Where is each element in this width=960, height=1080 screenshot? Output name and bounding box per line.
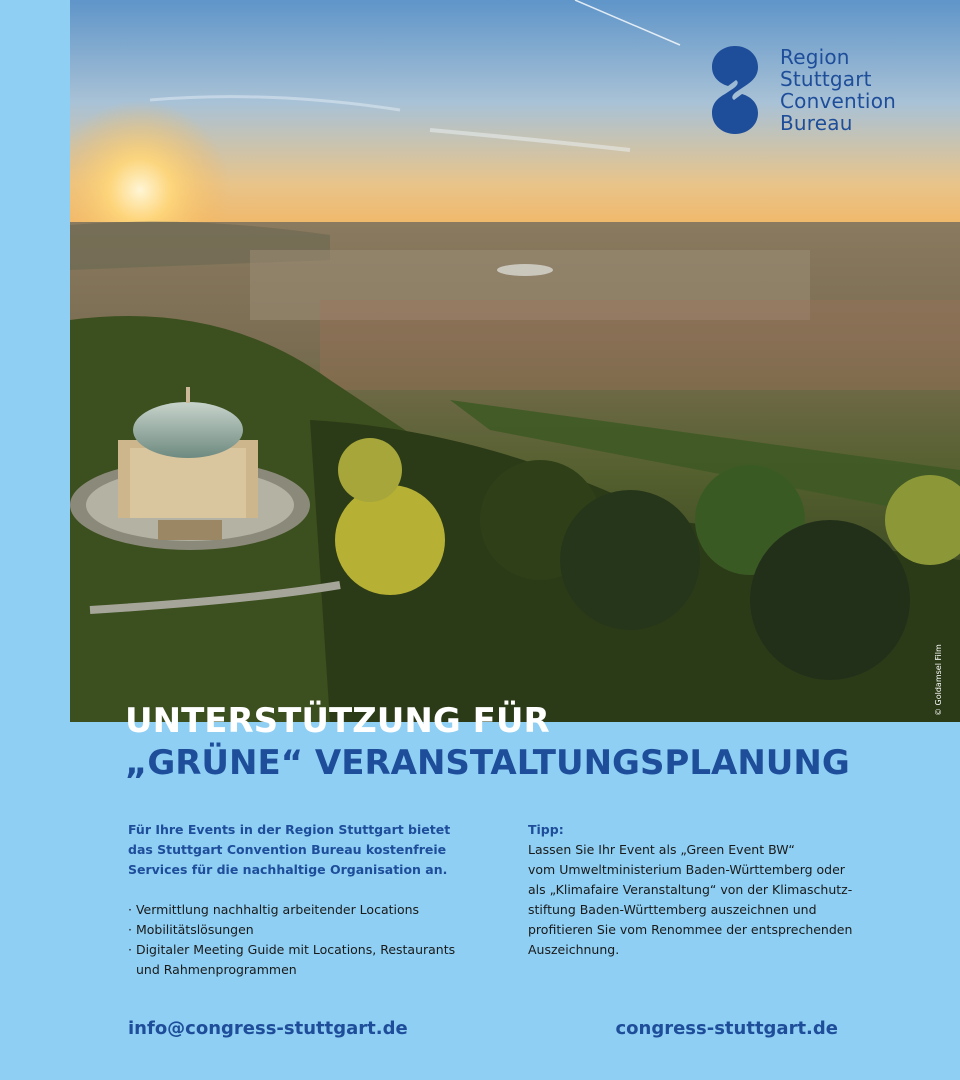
- tip-line: Auszeichnung.: [528, 942, 620, 957]
- services-list: [128, 900, 458, 980]
- tip-text: [528, 840, 858, 960]
- photo-credit: © Goldamsel Film: [934, 644, 943, 716]
- logo-line: Region: [780, 45, 850, 69]
- tip-line: Lassen Sie Ihr Event als „Green Event BW“: [528, 842, 795, 857]
- intro-text: [128, 820, 458, 880]
- intro-line: das Stuttgart Convention Bureau kostenfreie: [128, 842, 447, 857]
- intro-line: Für Ihre Events in der Region Stuttgart bietet: [128, 822, 451, 837]
- brand-name: [780, 46, 896, 134]
- headline-line-2: „GRÜNE“ VERANSTALTUNGSPLANUNG: [125, 743, 850, 783]
- logo-line: Convention: [780, 89, 897, 113]
- email-link[interactable]: info@congress-stuttgart.de: [128, 1018, 408, 1039]
- headline-line-1: UNTERSTÜTZUNG FÜR: [125, 701, 550, 741]
- logo-line: Stuttgart: [780, 67, 872, 91]
- tip-line: stiftung Baden-Württemberg auszeichnen und: [528, 902, 817, 917]
- brand-logo: [712, 46, 896, 134]
- list-item: · Vermittlung nachhaltig arbeitender Locations: [128, 902, 420, 917]
- headline: [125, 700, 850, 784]
- services-column: [128, 820, 458, 980]
- website-link[interactable]: congress-stuttgart.de: [615, 1018, 838, 1039]
- logo-line: Bureau: [780, 111, 853, 135]
- intro-line: Services für die nachhaltige Organisation an.: [128, 862, 448, 877]
- tip-line: profitieren Sie vom Renommee der entsprechenden: [528, 922, 853, 937]
- list-item: · Mobilitätslösungen: [128, 922, 254, 937]
- list-item: · Digitaler Meeting Guide mit Locations, Restaurants und Rahmenprogrammen: [128, 942, 456, 977]
- tip-column: [528, 820, 858, 960]
- tip-line: vom Umweltministerium Baden-Württemberg oder: [528, 862, 845, 877]
- tip-line: als „Klimafaire Veranstaltung“ von der Klimaschutz-: [528, 882, 853, 897]
- tip-label: Tipp:: [528, 822, 564, 837]
- stuttgart-s-logo-icon: [712, 46, 758, 134]
